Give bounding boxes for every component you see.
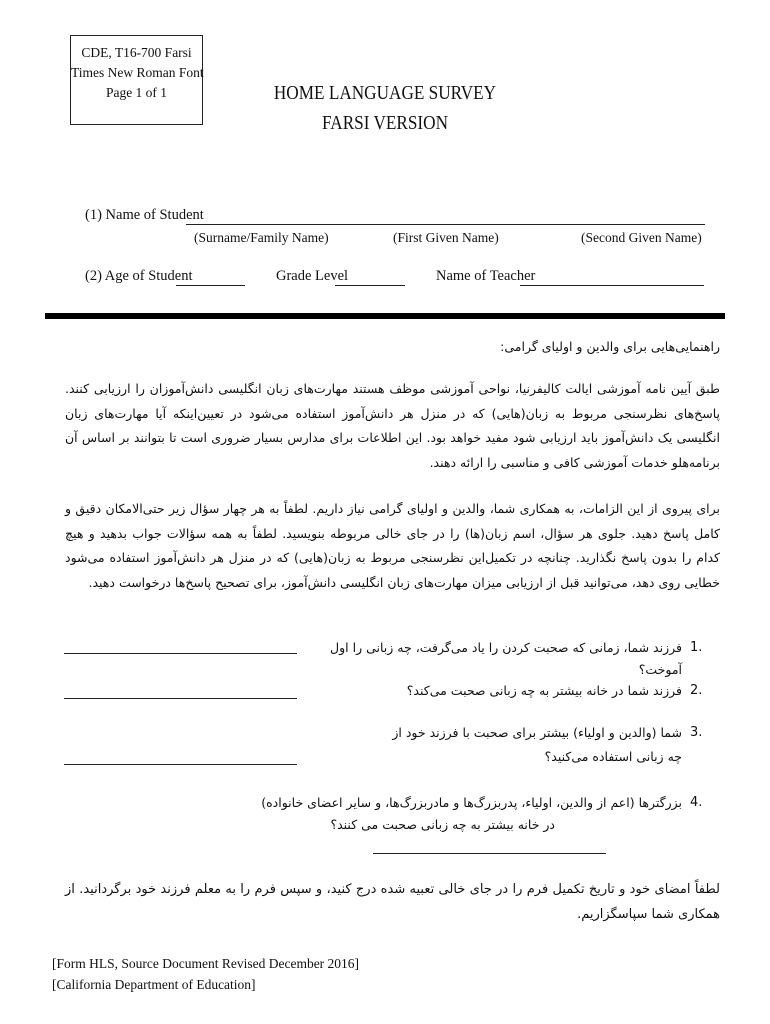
department-note: [California Department of Education] [52,977,256,992]
question-2-answer-field[interactable] [64,698,297,699]
page-number-line: Page 1 of 1 [105,85,168,100]
surname-caption: (Surname/Family Name) [194,230,329,245]
survey-subtitle-line: FARSI VERSION [321,112,448,134]
document-code-line: CDE, T16-700 Farsi [81,45,192,60]
question-3-text-line-2: چه زبانی استفاده می‌کنید؟ [544,749,682,764]
name-of-teacher-field[interactable] [520,285,704,286]
question-4-number: 4. [690,795,703,810]
grade-level-label: Grade Level [276,268,349,284]
question-1-text: فرزند شما، زمانی که صحبت کردن را یاد می‌گرفت، چه زبانی را اول آموخت؟ [330,640,682,677]
instructions-paragraph-1: طبق آیین نامه آموزشی ایالت کالیفرنیا، نواحی آموزشی موظف هستند مهارت‌های زبان انگلیسی دانش‌آموزان را ارزیابی کنند. پاسخ‌های نظرسنجی مربوط به زبان(هایی) که در منزل هر دانش‌آموز استفاده می‌شود در تعیین‌اینکه آیا مهارت‌های زبان انگلیسی یک دانش‌آموز باید ارزیابی شود مفید خواهد بود. این اطلاعات برای مدارس بسیار ضروری است تا بتوانند بر اساس آن برنامه‌هلو خدمات آموزشی کافی و مناسبی را ارائه دهند. [65,381,720,470]
survey-title-line: HOME LANGUAGE SURVEY [273,82,497,104]
question-1-number: 1. [690,640,703,655]
question-4-text-line-2: در خانه بیشتر به چه زبانی صحبت می کنند؟ [330,817,555,832]
question-3-text-line-1: شما (والدین و اولیاء) بیشتر برای صحبت با فرزند خود از [392,725,682,740]
font-note-line: Times New Roman Font [71,65,204,80]
question-4-text-line-1: بزرگترها (اعم از والدین، اولیاء، پدربزرگ‌ها و مادربزرگ‌ها، و سایر اعضای خانواده) [261,795,682,810]
document-code-box [70,35,203,125]
age-of-student-label: (2) Age of Student [85,268,193,284]
name-of-student-field[interactable] [186,224,705,225]
question-2-number: 2. [690,683,703,698]
question-2-text: فرزند شما در خانه بیشتر به چه زبانی صحبت می‌کند؟ [406,683,682,698]
question-1-answer-field[interactable] [64,653,297,654]
second-given-name-caption: (Second Given Name) [581,230,702,245]
question-4-answer-field[interactable] [373,853,606,854]
instructions-paragraph-2: برای پیروی از این الزامات، به همکاری شما، والدین و اولیای گرامی نیاز داریم. لطفاً به هر چهار سؤال زیر حتی‌الامکان دقیق و کامل پاسخ دهید. جلوی هر سؤال، اسم زبان(ها) را در جای خالی مربوطه بنویسید. لطفاً به همه سؤالات جواب بدهید و هیچ کدام را بدون پاسخ نگذارید. چنانچه در تکمیل‌این نظرسنجی مربوط به زبان(هایی) که در منزل هر دانش‌آموز استفاده می‌شود خطایی روی دهد، می‌توانید قبل از ارزیابی میزان مهارت‌های زبان انگلیسی دانش‌آموز، برای تصحیح پاسخ‌ها درخواست دهید. [65,501,720,590]
grade-level-field[interactable] [335,285,405,286]
name-of-teacher-label: Name of Teacher [436,268,536,284]
survey-title [265,78,506,138]
name-of-student-label: (1) Name of Student [85,207,204,223]
instructions-heading: راهنمایی‌هایی برای والدین و اولیای گرامی: [500,339,720,354]
age-of-student-field[interactable] [176,285,245,286]
section-divider [45,313,725,319]
first-given-name-caption: (First Given Name) [393,230,499,245]
closing-note: لطفاً امضای خود و تاریخ تکمیل فرم را در جای خالی تعبیه شده درج کنید، و سپس فرم را به معلم فرزند خود برگردانید. از همکاری شما سپاسگزاریم. [65,882,720,922]
form-source-note: [Form HLS, Source Document Revised December 2016] [52,956,360,971]
question-3-number: 3. [690,725,703,740]
question-3-answer-field[interactable] [64,764,297,765]
